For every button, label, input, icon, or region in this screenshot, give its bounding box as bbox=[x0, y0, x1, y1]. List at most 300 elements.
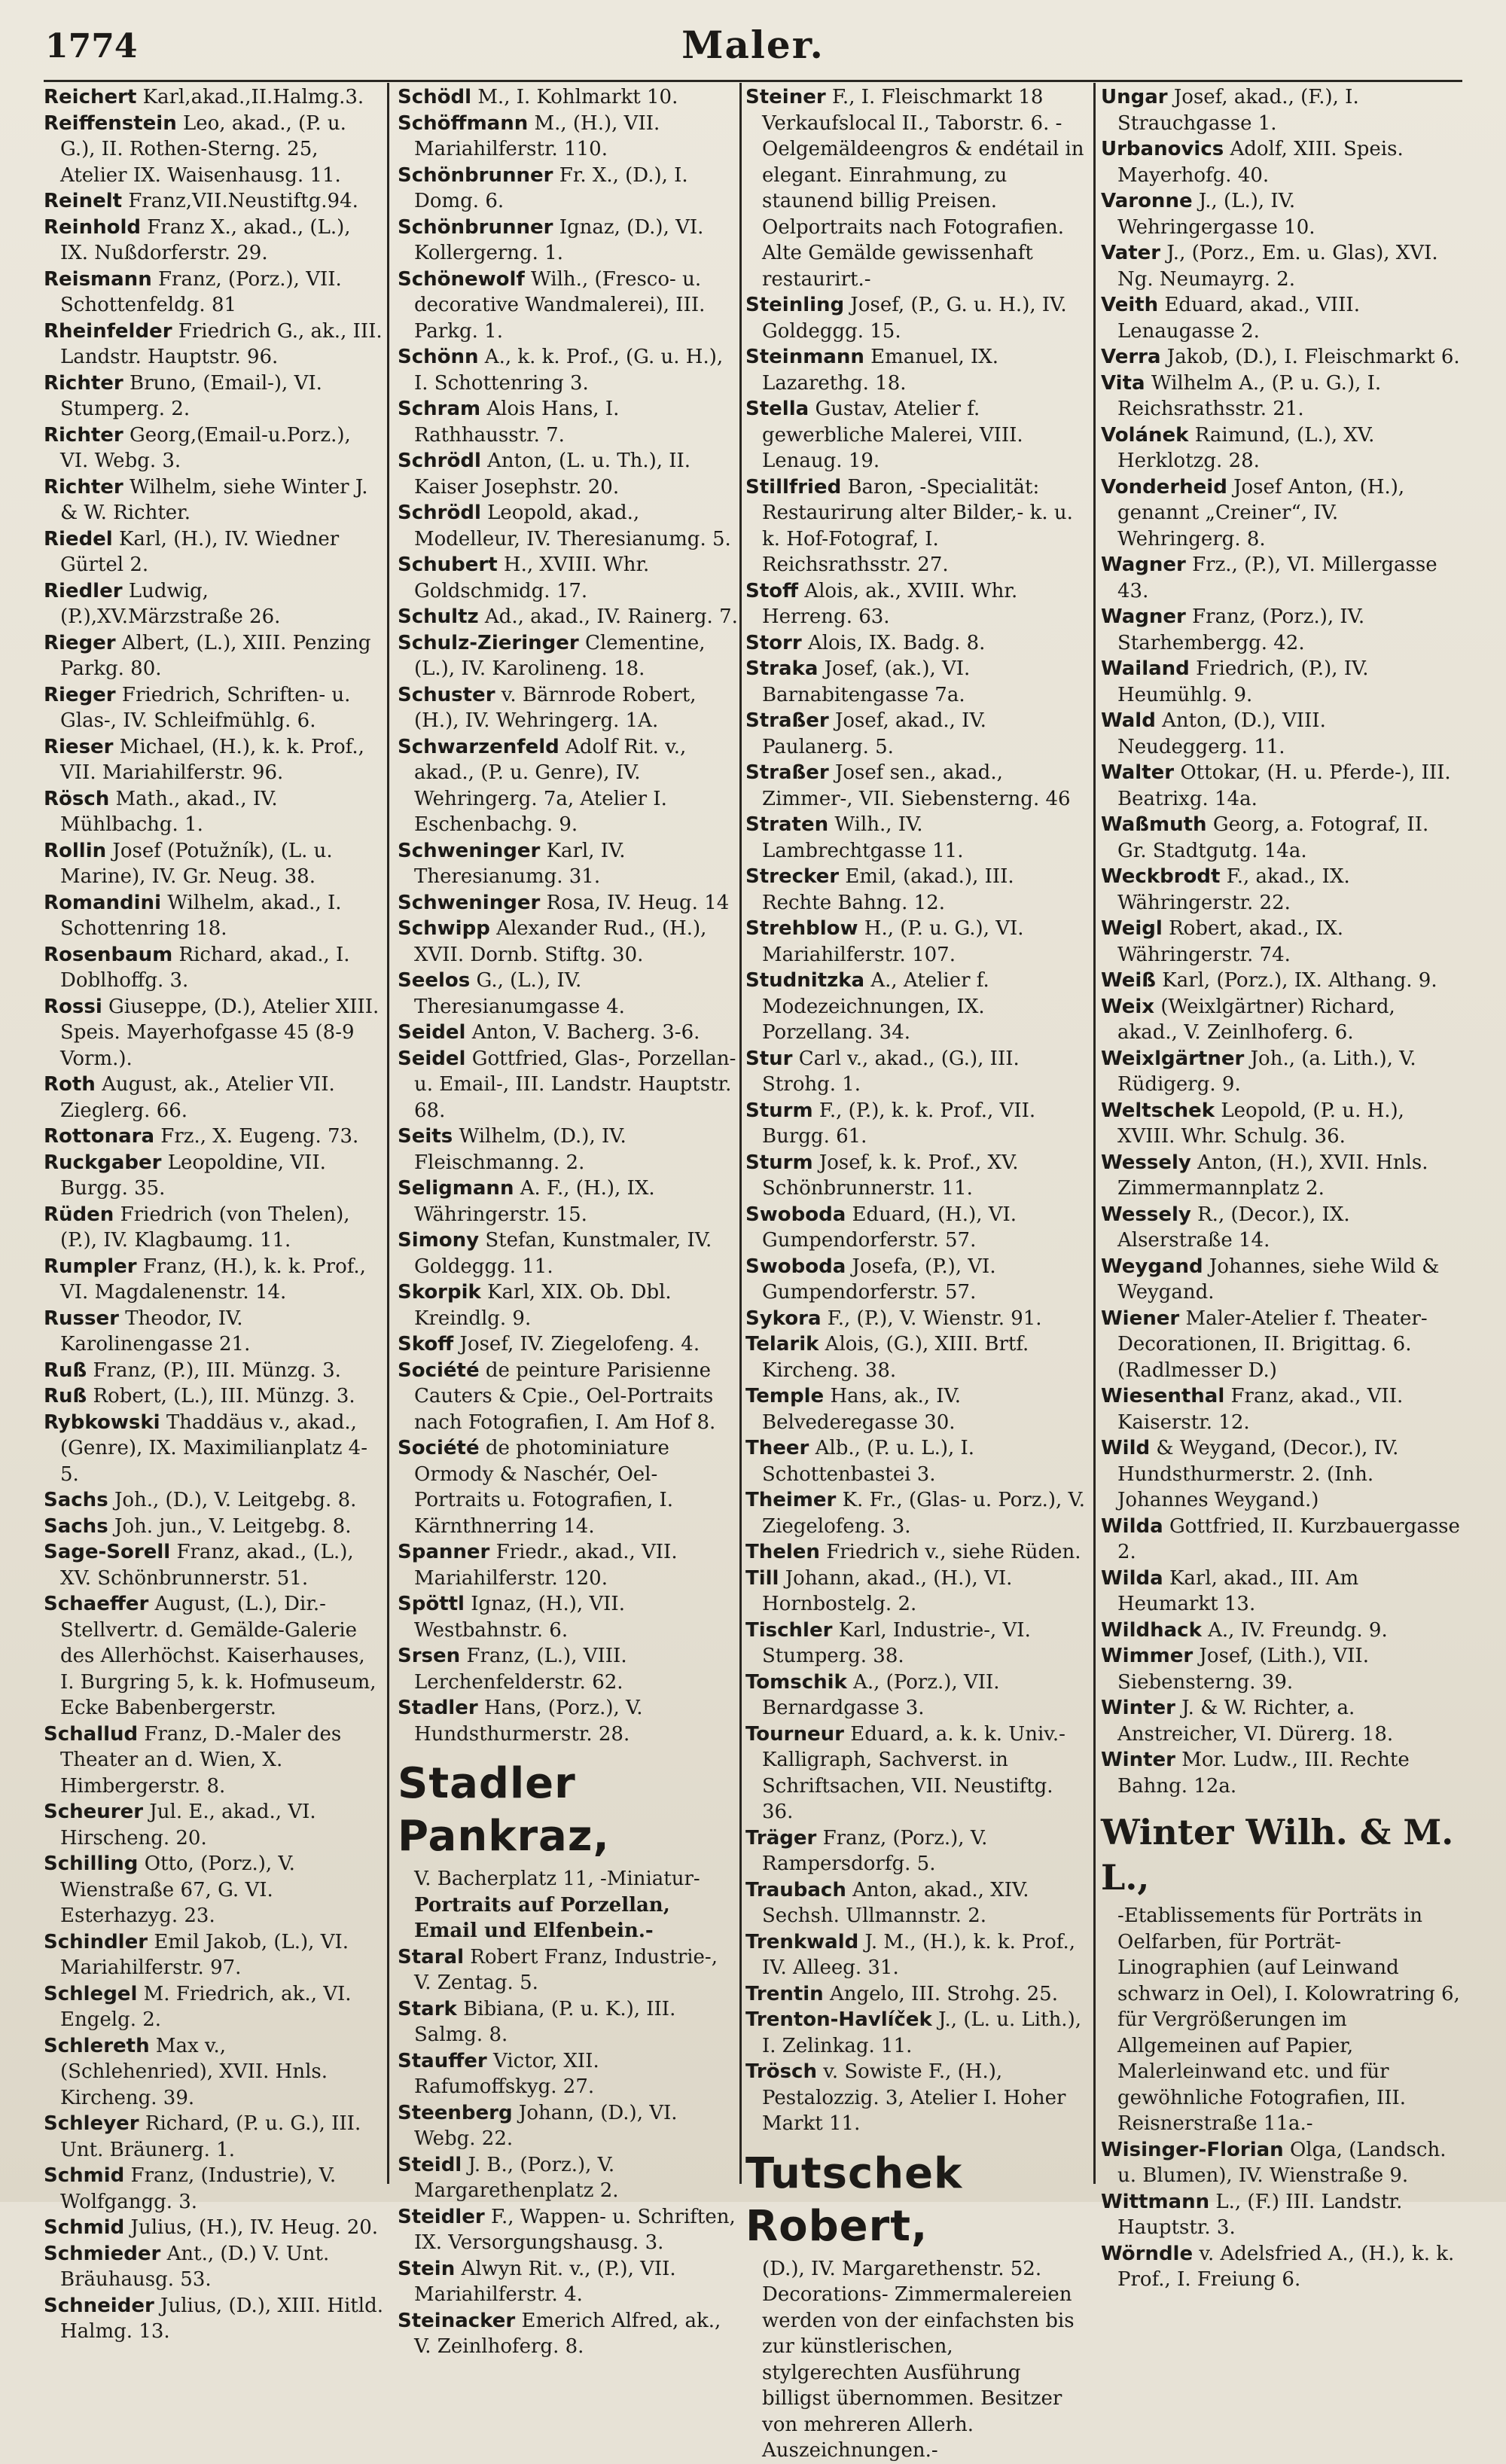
directory-entry bbox=[745, 474, 1086, 578]
entry-name: Thelen bbox=[745, 1541, 820, 1563]
entry-text: Julius, (H.), IV. Heug. 20. bbox=[130, 2216, 379, 2239]
directory-entry bbox=[745, 630, 1086, 657]
entry-name: Schönbrunner bbox=[398, 215, 553, 239]
entry-name: Schweninger bbox=[398, 891, 541, 914]
entry-name: Seelos bbox=[398, 969, 471, 992]
entry-text: Leopold, akad., Modelleur, IV. Theresianumg. 5. bbox=[414, 502, 731, 550]
directory-entry bbox=[398, 1124, 738, 1176]
entry-text: M. Friedrich, ak., VI. Engelg. 2. bbox=[60, 1982, 352, 2031]
entry-name: Spanner bbox=[398, 1541, 490, 1563]
entry-text: Baron, -Specialität: Restaurirung alter Bilder,- k. u. k. Hof-Fotograf, I. Reichsrathsstr. 27. bbox=[762, 475, 1073, 576]
directory-entry bbox=[1101, 1383, 1461, 1435]
entry-text: Rosa, IV. Heug. 14 bbox=[546, 891, 730, 914]
page-title: Maler. bbox=[681, 23, 825, 67]
entry-name: Steiner bbox=[745, 86, 826, 108]
entry-name: Theer bbox=[745, 1437, 809, 1459]
entry-name: Richter bbox=[44, 475, 123, 499]
directory-entry bbox=[44, 1150, 384, 1202]
entry-name: Vita bbox=[1101, 371, 1145, 395]
directory-entry bbox=[398, 2204, 738, 2256]
directory-entry bbox=[398, 552, 738, 604]
header-rule bbox=[44, 80, 1462, 82]
entry-name: Schmid bbox=[44, 2164, 125, 2187]
entry-text: A., k. k. Prof., (G. u. H.), I. Schottenring 3. bbox=[414, 346, 724, 395]
directory-entry bbox=[745, 1046, 1086, 1098]
entry-text: Franz,VII.Neustiftg.94. bbox=[128, 190, 358, 212]
entry-text: Johann, (D.), VI. Webg. 22. bbox=[414, 2101, 678, 2150]
directory-entry bbox=[745, 84, 1086, 292]
directory-entry bbox=[44, 267, 384, 319]
directory-entry bbox=[1101, 864, 1461, 916]
entry-text: Josef, (P., G. u. H.), IV. Goldeggg. 15. bbox=[762, 294, 1067, 343]
entry-text: Anton, (D.), VIII. Neudeggerg. 11. bbox=[1117, 709, 1326, 758]
entry-text: H., XVIII. Whr. Goldschmidg. 17. bbox=[414, 553, 650, 602]
entry-name: Wildhack bbox=[1101, 1618, 1202, 1642]
entry-name: Schlegel bbox=[44, 1982, 138, 2005]
entry-text: August, (L.), Dir.-Stellvertr. d. Gemälde-Galerie des Allerhöchst. Kaiserhauses, I. Burgring 5, k. k. Hofmuseum, Ecke Babenbergerstr. bbox=[60, 1593, 376, 1719]
entry-name: Richter bbox=[44, 371, 123, 395]
directory-entry bbox=[745, 708, 1086, 760]
entry-name: Trenkwald bbox=[745, 1930, 859, 1953]
directory-entry bbox=[1101, 604, 1461, 656]
entry-name: Schrödl bbox=[398, 450, 481, 472]
directory-entry bbox=[398, 890, 738, 916]
entry-text: (Weixlgärtner) Richard, akad., V. Zeinlhoferg. 6. bbox=[1117, 995, 1395, 1044]
directory-entry bbox=[745, 1566, 1086, 1618]
entry-name: Seits bbox=[398, 1125, 453, 1148]
entry-text: Victor, XII. Rafumoffskyg. 27. bbox=[414, 2049, 599, 2098]
directory-entry bbox=[398, 215, 738, 267]
entry-name: Steinacker bbox=[398, 2309, 516, 2332]
directory-entry bbox=[44, 526, 384, 578]
entry-text: Wilhelm, akad., I. Schottenring 18. bbox=[60, 891, 342, 940]
entry-text: F., (P.), k. k. Prof., VII. Burgg. 61. bbox=[762, 1099, 1036, 1148]
directory-entry bbox=[398, 111, 738, 163]
column-rule bbox=[1093, 83, 1096, 2184]
directory-entry bbox=[44, 1981, 384, 2033]
entry-text: Emil Jakob, (L.), VI. Mariahilferstr. 97. bbox=[60, 1930, 349, 1979]
directory-entry bbox=[1101, 1098, 1461, 1150]
entry-text: Joh. jun., V. Leitgebg. 8. bbox=[114, 1514, 352, 1538]
entry-name: Weix bbox=[1101, 995, 1155, 1018]
directory-entry bbox=[398, 2308, 738, 2360]
directory-entry bbox=[1101, 552, 1461, 604]
directory-entry bbox=[44, 786, 384, 838]
entry-name: Varonne bbox=[1101, 190, 1193, 212]
entry-text: Adolf, XIII. Speis. Mayerhofg. 40. bbox=[1117, 138, 1404, 187]
entry-name: Rossi bbox=[44, 995, 102, 1018]
entry-name: Steidler bbox=[398, 2205, 485, 2228]
entry-text: Ant., (D.) V. Unt. Bräuhausg. 53. bbox=[60, 2242, 330, 2291]
directory-entry bbox=[1101, 760, 1461, 812]
entry-name: Schwipp bbox=[398, 917, 490, 940]
directory-entry bbox=[745, 1877, 1086, 1929]
entry-name: Société bbox=[398, 1437, 480, 1459]
page-number: 1774 bbox=[45, 27, 138, 66]
directory-entry bbox=[745, 968, 1086, 1046]
entry-text: Max v., (Schlehenried), XVII. Hnls. Kircheng. 39. bbox=[60, 2034, 328, 2109]
directory-entry bbox=[44, 734, 384, 786]
entry-text: Richard, akad., I. Doblhoffg. 3. bbox=[60, 943, 350, 992]
directory-entry bbox=[44, 1202, 384, 1254]
entry-name: Schlereth bbox=[44, 2034, 150, 2057]
entry-text: v. Adelsfried A., (H.), k. k. Prof., I. Freiung 6. bbox=[1117, 2242, 1455, 2291]
entry-text: J. B., (Porz.), V. Margarethenplatz 2. bbox=[414, 2153, 619, 2202]
entry-text: J., (Porz., Em. u. Glas), XVI. Ng. Neumayrg. 2. bbox=[1117, 242, 1438, 291]
entry-name: Steidl bbox=[398, 2153, 462, 2176]
entry-name: Seligmann bbox=[398, 1177, 514, 1200]
entry-text: Alb., (P. u. L.), I. Schottenbastei 3. bbox=[762, 1437, 975, 1486]
directory-entry bbox=[398, 682, 738, 734]
entry-text: Hans, ak., IV. Belvederegasse 30. bbox=[762, 1385, 962, 1434]
entry-text: August, ak., Atelier VII. Zieglerg. 66. bbox=[60, 1073, 335, 1122]
directory-entry bbox=[398, 1176, 738, 1227]
entry-text: v. Bärnrode Robert, (H.), IV. Wehringerg. 1A. bbox=[414, 683, 697, 732]
directory-entry bbox=[44, 1410, 384, 1488]
entry-name: Simony bbox=[398, 1229, 480, 1252]
column-4 bbox=[1101, 84, 1461, 2291]
entry-text: Karl, IV. Theresianumg. 31. bbox=[414, 839, 626, 888]
entry-name: Schaeffer bbox=[44, 1593, 149, 1615]
directory-entry bbox=[398, 838, 738, 890]
entry-name: Stark bbox=[398, 1997, 457, 2020]
entry-text: Friedrich G., ak., III. Landstr. Hauptstr. 96. bbox=[60, 319, 383, 368]
entry-text: Anton, V. Bacherg. 3-6. bbox=[471, 1021, 700, 1044]
entry-name: Sage-Sorell bbox=[44, 1541, 171, 1563]
ad-heading: Winter Wilh. & M. L., bbox=[1101, 1812, 1454, 1898]
entry-name: Rösch bbox=[44, 787, 110, 810]
entry-name: Stella bbox=[745, 398, 809, 420]
directory-entry bbox=[745, 812, 1086, 864]
entry-name: Schönewolf bbox=[398, 267, 525, 291]
entry-text: Frz., (P.), VI. Millergasse 43. bbox=[1117, 553, 1437, 602]
entry-name: Straka bbox=[745, 657, 819, 680]
directory-entry bbox=[44, 319, 384, 371]
entry-text: Alexander Rud., (H.), XVII. Dornb. Stiftg. 30. bbox=[414, 917, 707, 966]
entry-text: Emil, (akad.), III. Rechte Bahng. 12. bbox=[762, 865, 1014, 914]
entry-name: Schultz bbox=[398, 605, 479, 628]
entry-name: Sturm bbox=[745, 1099, 813, 1122]
entry-name: Studnitzka bbox=[745, 969, 865, 992]
entry-text: Georg,(Email-u.Porz.), VI. Webg. 3. bbox=[60, 423, 351, 472]
column-rule bbox=[387, 83, 389, 2184]
entry-name: Reinelt bbox=[44, 190, 123, 212]
entry-name: Ungar bbox=[1101, 86, 1168, 108]
directory-entry bbox=[44, 630, 384, 682]
entry-name: Wailand bbox=[1101, 657, 1190, 680]
directory-entry bbox=[745, 1435, 1086, 1487]
directory-entry bbox=[398, 163, 738, 215]
entry-name: Winter bbox=[1101, 1697, 1175, 1719]
entry-text: Alois Hans, I. Rathhausstr. 7. bbox=[414, 398, 620, 447]
directory-entry bbox=[745, 1670, 1086, 1721]
entry-text: Thaddäus v., akad., (Genre), IX. Maximilianplatz 4-5. bbox=[60, 1410, 367, 1486]
entry-text: M., I. Kohlmarkt 10. bbox=[477, 86, 678, 108]
entry-text: Leopoldine, VII. Burgg. 35. bbox=[60, 1151, 326, 1200]
entry-name: Sturm bbox=[745, 1151, 813, 1174]
directory-entry bbox=[745, 656, 1086, 708]
entry-name: Sykora bbox=[745, 1307, 822, 1330]
entry-name: Rosenbaum bbox=[44, 943, 173, 966]
directory-entry bbox=[745, 1618, 1086, 1670]
directory-entry bbox=[44, 890, 384, 942]
entry-name: Schleyer bbox=[44, 2112, 139, 2135]
entry-text: Josef, (ak.), VI. Barnabitengasse 7a. bbox=[762, 657, 971, 706]
entry-text: Hans, (Porz.), V. Hundsthurmerstr. 28. bbox=[414, 1697, 643, 1746]
entry-text: Adolf Rit. v., akad., (P. u. Genre), IV. Wehringerg. 7a, Atelier I. Eschenbachg. 9. bbox=[414, 735, 687, 836]
entry-text: Emerich Alfred, ak., V. Zeinlhoferg. 8. bbox=[414, 2309, 721, 2358]
entry-name: Urbanovics bbox=[1101, 138, 1224, 160]
entry-text: J., (L.), IV. Wehringergasse 10. bbox=[1117, 190, 1315, 239]
entry-text: F., akad., IX. Währingerstr. 22. bbox=[1117, 865, 1350, 914]
directory-entry bbox=[44, 2241, 384, 2293]
directory-entry bbox=[1101, 812, 1461, 864]
entry-text: Carl v., akad., (G.), III. Strohg. 1. bbox=[762, 1047, 1020, 1096]
entry-text: Friedrich (von Thelen), (P.), IV. Klagbaumg. 11. bbox=[60, 1203, 350, 1252]
entry-text: Gustav, Atelier f. gewerbliche Malerei, VIII. Lenaug. 19. bbox=[762, 398, 1023, 472]
entry-name: Reichert bbox=[44, 86, 137, 108]
entry-text: F., Wappen- u. Schriften, IX. Versorgungshausg. 3. bbox=[414, 2205, 736, 2254]
entry-name: Rybkowski bbox=[44, 1410, 160, 1434]
directory-entry bbox=[1101, 1046, 1461, 1098]
entry-name: Wisinger-Florian bbox=[1101, 2138, 1284, 2161]
entry-name: Steinling bbox=[745, 294, 845, 316]
entry-name: Weigl bbox=[1101, 917, 1163, 940]
entry-name: Stur bbox=[745, 1047, 793, 1070]
directory-entry bbox=[398, 734, 738, 838]
entry-text: G., (L.), IV. Theresianumgasse 4. bbox=[414, 969, 625, 1018]
directory-entry bbox=[1101, 188, 1461, 240]
directory-entry bbox=[1101, 84, 1461, 136]
entry-name: Reinhold bbox=[44, 215, 141, 239]
directory-entry bbox=[44, 371, 384, 422]
entry-name: Schubert bbox=[398, 553, 498, 576]
entry-text: Wilh., (Fresco- u. decorative Wandmalerei), III. Parkg. 1. bbox=[414, 267, 706, 343]
entry-name: Spöttl bbox=[398, 1593, 465, 1615]
entry-name: Straßer bbox=[745, 709, 829, 732]
entry-text: Mor. Ludw., III. Rechte Bahng. 12a. bbox=[1117, 1749, 1410, 1798]
entry-text: Karl, (Porz.), IX. Althang. 9. bbox=[1162, 969, 1437, 992]
entry-text: Math., akad., IV. Mühlbachg. 1. bbox=[60, 787, 278, 836]
entry-text: Karl, Industrie-, VI. Stumperg. 38. bbox=[762, 1618, 1031, 1667]
entry-name: Waßmuth bbox=[1101, 813, 1207, 836]
entry-name: Rüden bbox=[44, 1203, 114, 1226]
directory-entry bbox=[398, 1358, 738, 1436]
entry-text: Franz, (H.), k. k. Prof., VI. Magdalenenstr. 14. bbox=[60, 1255, 366, 1304]
entry-name: Schönbrunner bbox=[398, 163, 553, 187]
entry-text: L., (F.) III. Landstr. Hauptstr. 3. bbox=[1117, 2190, 1403, 2239]
entry-name: Stillfried bbox=[745, 475, 842, 499]
entry-name: Weltschek bbox=[1101, 1099, 1215, 1122]
entry-name: Straten bbox=[745, 813, 829, 836]
directory-entry bbox=[1101, 2189, 1461, 2241]
entry-name: Seidel bbox=[398, 1047, 466, 1070]
entry-name: Storr bbox=[745, 631, 802, 654]
entry-text: Leopold, (P. u. H.), XVIII. Whr. Schulg. 36. bbox=[1117, 1099, 1404, 1148]
entry-text: H., (P. u. G.), VI. Mariahilferstr. 107. bbox=[762, 917, 1024, 966]
entry-name: Stein bbox=[398, 2257, 456, 2280]
directory-entry bbox=[1101, 656, 1461, 708]
directory-entry bbox=[1101, 1566, 1461, 1618]
entry-name: Seidel bbox=[398, 1021, 466, 1044]
entry-text: Eduard, (H.), VI. Gumpendorferstr. 57. bbox=[762, 1203, 1017, 1252]
entry-text: Franz X., akad., (L.), IX. Nußdorferstr. 29. bbox=[60, 215, 351, 264]
directory-entry bbox=[44, 1487, 384, 1514]
directory-entry bbox=[1101, 1306, 1461, 1384]
entry-text: Franz, (Porz.), V. Rampersdorfg. 5. bbox=[762, 1826, 988, 1875]
directory-entry bbox=[44, 474, 384, 526]
entry-name: Schmid bbox=[44, 2216, 125, 2239]
entry-text: K. Fr., (Glas- u. Porz.), V. Ziegelofeng. 3. bbox=[762, 1489, 1086, 1538]
directory-entry bbox=[1101, 968, 1461, 994]
directory-entry bbox=[398, 1695, 738, 1747]
directory-entry bbox=[44, 682, 384, 734]
entry-name: Reiffenstein bbox=[44, 111, 177, 135]
entry-name: Russer bbox=[44, 1307, 119, 1330]
directory-entry bbox=[44, 2163, 384, 2215]
directory-entry bbox=[745, 1539, 1086, 1566]
entry-name: Schödl bbox=[398, 86, 472, 108]
entry-name: Rottonara bbox=[44, 1125, 155, 1148]
entry-name: Schönn bbox=[398, 346, 479, 368]
entry-text: Josef, akad., IV. Paulanerg. 5. bbox=[762, 709, 986, 758]
directory-entry bbox=[398, 968, 738, 1020]
entry-text: M., (H.), VII. Mariahilferstr. 110. bbox=[414, 111, 660, 160]
entry-text: Franz, (Porz.), VII. Schottenfeldg. 81 bbox=[60, 267, 342, 316]
entry-text: Friedrich, Schriften- u. Glas-, IV. Schleifmühlg. 6. bbox=[60, 683, 351, 732]
directory-entry bbox=[745, 1721, 1086, 1825]
entry-text: Jul. E., akad., VI. Hirscheng. 20. bbox=[60, 1801, 316, 1850]
directory-entry bbox=[745, 344, 1086, 396]
directory-entry bbox=[1101, 1150, 1461, 1202]
entry-name: Richter bbox=[44, 423, 123, 447]
directory-entry bbox=[44, 1799, 384, 1851]
entry-text: Josefa, (P.), VI. Gumpendorferstr. 57. bbox=[762, 1255, 996, 1304]
entry-name: Romandini bbox=[44, 891, 161, 914]
entry-text: A. F., (H.), IX. Währingerstr. 15. bbox=[414, 1177, 655, 1226]
ad-text: Email und Elfenbein.- bbox=[414, 1920, 654, 1942]
directory-entry bbox=[1101, 1254, 1461, 1306]
entry-name: Wörndle bbox=[1101, 2242, 1194, 2265]
directory-entry bbox=[745, 1929, 1086, 1981]
entry-name: Trentin bbox=[745, 1982, 824, 2005]
entry-name: Theimer bbox=[745, 1489, 837, 1511]
entry-text: Karl, akad., III. Am Heumarkt 13. bbox=[1117, 1566, 1359, 1615]
entry-text: Karl, XIX. Ob. Dbl. Kreindlg. 9. bbox=[414, 1281, 672, 1330]
entry-text: Jakob, (D.), I. Fleischmarkt 6. bbox=[1166, 346, 1460, 368]
directory-entry bbox=[44, 84, 384, 111]
entry-text: Alois, (G.), XIII. Brtf. Kircheng. 38. bbox=[762, 1333, 1029, 1382]
directory-entry bbox=[44, 1254, 384, 1306]
directory-entry bbox=[44, 942, 384, 994]
directory-entry bbox=[1101, 136, 1461, 188]
entry-text: Josef (Potužník), (L. u. Marine), IV. Gr. Neug. 38. bbox=[60, 839, 333, 888]
directory-entry bbox=[44, 188, 384, 215]
directory-entry bbox=[44, 1124, 384, 1150]
directory-entry bbox=[398, 2100, 738, 2152]
directory-entry bbox=[44, 994, 384, 1072]
entry-name: Wiener bbox=[1101, 1307, 1180, 1330]
entry-text: Joh., (a. Lith.), V. Rüdigerg. 9. bbox=[1117, 1047, 1416, 1096]
column-rule bbox=[739, 83, 742, 2184]
entry-name: Wittmann bbox=[1101, 2190, 1210, 2213]
entry-name: Volánek bbox=[1101, 423, 1189, 447]
entry-text: Robert, akad., IX. Währingerstr. 74. bbox=[1117, 917, 1343, 966]
entry-text: Franz, (L.), VIII. Lerchenfelderstr. 62. bbox=[414, 1645, 627, 1694]
directory-entry bbox=[398, 1539, 738, 1591]
entry-text: Johannes, siehe Wild & Weygand. bbox=[1117, 1255, 1440, 1304]
directory-entry bbox=[745, 1383, 1086, 1435]
directory-entry bbox=[1101, 1643, 1461, 1695]
entry-name: Schmieder bbox=[44, 2242, 161, 2265]
directory-entry bbox=[745, 864, 1086, 916]
entry-name: Roth bbox=[44, 1073, 96, 1096]
entry-text: & Weygand, (Decor.), IV. Hundsthurmerstr. 2. (Inh. Johannes Weygand.) bbox=[1117, 1437, 1399, 1511]
directory-entry bbox=[745, 1825, 1086, 1877]
directory-entry bbox=[398, 1279, 738, 1331]
directory-entry bbox=[1101, 344, 1461, 371]
entry-name: Trösch bbox=[745, 2060, 817, 2083]
directory-entry bbox=[398, 1643, 738, 1695]
entry-name: Wimmer bbox=[1101, 1645, 1194, 1667]
directory-entry bbox=[398, 267, 738, 345]
directory-entry bbox=[44, 1358, 384, 1384]
entry-name: Weckbrodt bbox=[1101, 865, 1221, 888]
entry-text: Robert Franz, Industrie-, V. Zentag. 5. bbox=[414, 1945, 718, 1994]
directory-entry bbox=[44, 1851, 384, 1929]
entry-text: Alois, ak., XVIII. Whr. Herreng. 63. bbox=[762, 579, 1018, 628]
directory-entry bbox=[44, 1514, 384, 1540]
entry-name: Wilda bbox=[1101, 1566, 1163, 1590]
entry-text: Alois, IX. Badg. 8. bbox=[807, 631, 986, 654]
entry-name: Wagner bbox=[1101, 553, 1186, 576]
entry-name: Stadler bbox=[398, 1697, 478, 1719]
entry-name: Veith bbox=[1101, 294, 1159, 316]
entry-name: Wagner bbox=[1101, 605, 1186, 628]
entry-name: Skoff bbox=[398, 1333, 454, 1356]
entry-text: Clementine, (L.), IV. Karolineng. 18. bbox=[414, 631, 706, 680]
entry-name: Riedler bbox=[44, 579, 123, 602]
entry-name: Schulz-Zieringer bbox=[398, 631, 579, 654]
entry-name: Swoboda bbox=[745, 1203, 846, 1226]
entry-text: Alwyn Rit. v., (P.), VII. Mariahilferstr. 4. bbox=[414, 2257, 676, 2306]
entry-text: Joh., (D.), V. Leitgebg. 8. bbox=[114, 1489, 357, 1511]
entry-text: v. Sowiste F., (H.), Pestalozzig. 3, Atelier I. Hoher Markt 11. bbox=[762, 2060, 1066, 2135]
entry-name: Schuster bbox=[398, 683, 495, 706]
directory-entry bbox=[398, 448, 738, 500]
directory-entry bbox=[745, 396, 1086, 474]
directory-entry bbox=[745, 2059, 1086, 2137]
ad-text: (D.), IV. Margarethenstr. 52. Decorations- Zimmermalereien werden von der einfachsten bis zur künstlerischen, stylgerechten Ausführung billigst übernommen. Besitzer von mehreren Allerh. Auszeichnungen.- bbox=[762, 2257, 1075, 2462]
directory-entry bbox=[1101, 1435, 1461, 1514]
directory-entry bbox=[44, 215, 384, 267]
entry-text: A., IV. Freundg. 9. bbox=[1208, 1618, 1388, 1642]
entry-name: Telarik bbox=[745, 1333, 819, 1356]
directory-entry bbox=[44, 1929, 384, 1981]
entry-text: Friedrich, (P.), IV. Heumühlg. 9. bbox=[1117, 657, 1369, 706]
entry-name: Riedel bbox=[44, 527, 113, 550]
directory-entry bbox=[44, 2293, 384, 2345]
entry-text: F., (P.), V. Wienstr. 91. bbox=[827, 1307, 1042, 1330]
entry-text: A., (Porz.), VII. Bernardgasse 3. bbox=[762, 1670, 1000, 1719]
entry-name: Weygand bbox=[1101, 1255, 1203, 1278]
entry-name: Wessely bbox=[1101, 1151, 1191, 1174]
column-2 bbox=[398, 84, 738, 2358]
directory-entry bbox=[745, 2007, 1086, 2059]
directory-entry bbox=[745, 1098, 1086, 1150]
entry-name: Vonderheid bbox=[1101, 475, 1227, 499]
entry-text: Bibiana, (P. u. K.), III. Salmg. 8. bbox=[414, 1997, 676, 2046]
